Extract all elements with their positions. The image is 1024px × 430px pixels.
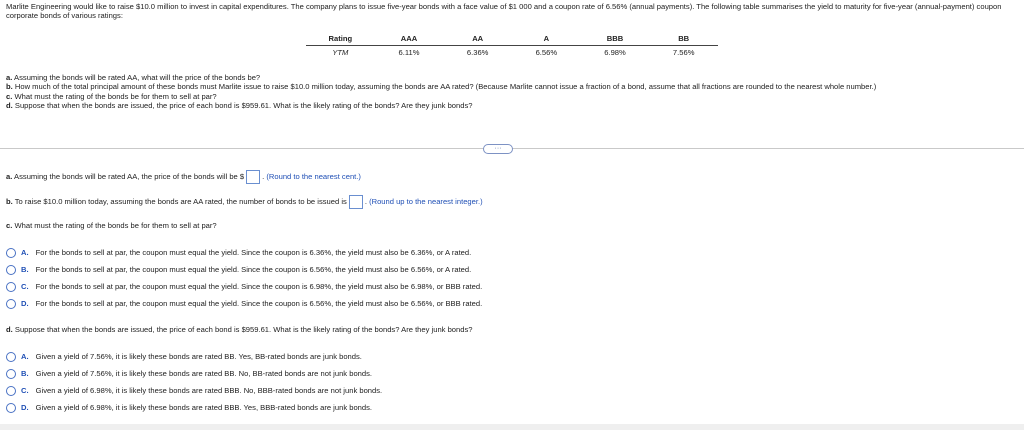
answer-b-row [6, 195, 483, 209]
option-letter: B. [21, 265, 29, 275]
option-d-a[interactable] [6, 352, 362, 362]
answer-a-hint: (Round to the nearest cent.) [266, 172, 361, 181]
option-letter: A. [21, 248, 29, 258]
option-c-d[interactable] [6, 299, 482, 309]
question-item [6, 82, 1018, 91]
question-c-prompt [6, 221, 217, 230]
answer-letter: b. [6, 197, 13, 206]
table-cell: 7.56% [672, 48, 695, 58]
answer-a-text: Assuming the bonds will be rated AA, the price of the bonds will be $ [14, 172, 245, 181]
ratings-table [306, 34, 718, 58]
option-c-b[interactable] [6, 265, 471, 275]
table-header-cell: Rating [328, 34, 353, 43]
table-cell: 6.56% [535, 48, 558, 58]
question-item [6, 92, 1018, 101]
answer-a-period: . [262, 172, 265, 181]
option-text: Given a yield of 7.56%, it is likely these bonds are rated BB. No, BB-rated bonds are not junk bonds. [35, 369, 373, 379]
question-d-prompt [6, 325, 473, 334]
answer-letter: a. [6, 172, 13, 181]
question-text: Suppose that when the bonds are issued, the price of each bond is $959.61. What is the likely rating of the bonds? Are they junk bonds? [14, 101, 473, 111]
question-list [6, 73, 1018, 111]
question-letter: b. [6, 82, 13, 92]
radio-button[interactable] [6, 248, 16, 258]
question-letter: a. [6, 73, 13, 82]
expand-handle-button[interactable]: ··· [483, 144, 513, 154]
question-c-text: What must the rating of the bonds be for them to sell at par? [14, 221, 217, 230]
radio-button[interactable] [6, 386, 16, 396]
option-letter: B. [21, 369, 29, 379]
option-d-b[interactable] [6, 369, 372, 379]
option-c-c[interactable] [6, 282, 482, 292]
option-text: Given a yield of 7.56%, it is likely these bonds are rated BB. Yes, BB-rated bonds are junk bonds. [35, 352, 362, 362]
bottom-scroll-edge [0, 424, 1024, 430]
question-item [6, 73, 1018, 82]
answer-a-row [6, 170, 361, 184]
radio-button[interactable] [6, 352, 16, 362]
option-letter: C. [21, 386, 29, 396]
answer-b-input[interactable] [349, 195, 363, 209]
radio-button[interactable] [6, 265, 16, 275]
table-header-cell: AAA [400, 34, 418, 43]
table-cell: 6.98% [604, 48, 626, 58]
ratings-table-row [306, 46, 718, 57]
answer-letter: d. [6, 325, 13, 334]
option-text: For the bonds to sell at par, the coupon must equal the yield. Since the coupon is 6.98%, the yield must also be 6.98%, or BBB rated. [35, 282, 483, 292]
radio-button[interactable] [6, 299, 16, 309]
option-text: For the bonds to sell at par, the coupon must equal the yield. Since the coupon is 6.56%, the yield must also be 6.56%, or A rated. [35, 265, 472, 275]
option-letter: A. [21, 352, 29, 362]
option-letter: D. [21, 403, 29, 413]
question-item [6, 101, 1018, 110]
option-d-d[interactable] [6, 403, 372, 413]
radio-button[interactable] [6, 369, 16, 379]
radio-button[interactable] [6, 403, 16, 413]
table-cell: YTM [332, 48, 349, 58]
answer-letter: c. [6, 221, 13, 230]
option-c-a[interactable] [6, 248, 471, 258]
option-letter: D. [21, 299, 29, 309]
question-letter: d. [6, 101, 13, 111]
answer-b-text: To raise $10.0 million today, assuming the bonds are AA rated, the number of bonds to be issued is [14, 197, 347, 206]
option-text: For the bonds to sell at par, the coupon must equal the yield. Since the coupon is 6.36%, the yield must also be 6.36%, or A rated. [35, 248, 472, 258]
answer-b-period: . [364, 197, 367, 206]
option-text: Given a yield of 6.98%, it is likely these bonds are rated BBB. No, BBB-rated bonds are not junk bonds. [35, 386, 383, 396]
table-header-cell: BBB [606, 34, 624, 43]
problem-intro: Marlite Engineering would like to raise $10.0 million to invest in capital expenditures. The company plans to issue five-year bonds with a face value of $1 000 and a coupon rate of 6.56% (annual payments). The following table summarises the yield to maturity for five-year (annual-payment) coupon corporate bonds of various ratings: [6, 2, 1002, 21]
table-header-cell: BB [678, 34, 690, 43]
question-text: What must the rating of the bonds be for them to sell at par? [14, 91, 217, 101]
question-text: How much of the total principal amount of these bonds must Marlite issue to raise $10.0 million today, assuming the bonds are AA rated? (Because Marlite cannot issue a fraction of a bond, assume that all fractions are rounded to the nearest whole number.) [14, 82, 877, 92]
question-text: Assuming the bonds will be rated AA, what will the price of the bonds be? [14, 73, 261, 82]
table-header-cell: AA [472, 34, 484, 43]
option-text: Given a yield of 6.98%, it is likely these bonds are rated BBB. Yes, BBB-rated bonds are junk bonds. [35, 403, 373, 413]
option-text: For the bonds to sell at par, the coupon must equal the yield. Since the coupon is 6.56%, the yield must also be 6.56%, or BBB rated. [35, 299, 483, 309]
option-d-c[interactable] [6, 386, 382, 396]
option-letter: C. [21, 282, 29, 292]
answer-b-hint: (Round up to the nearest integer.) [369, 197, 483, 206]
answer-a-input[interactable] [246, 170, 260, 184]
radio-button[interactable] [6, 282, 16, 292]
table-cell: 6.11% [398, 48, 420, 58]
table-cell: 6.36% [466, 48, 489, 58]
ratings-table-header [306, 34, 718, 46]
table-header-cell: A [543, 34, 550, 43]
question-letter: c. [6, 91, 13, 101]
question-d-text: Suppose that when the bonds are issued, the price of each bond is $959.61. What is the likely rating of the bonds? Are they junk bonds? [14, 325, 473, 334]
